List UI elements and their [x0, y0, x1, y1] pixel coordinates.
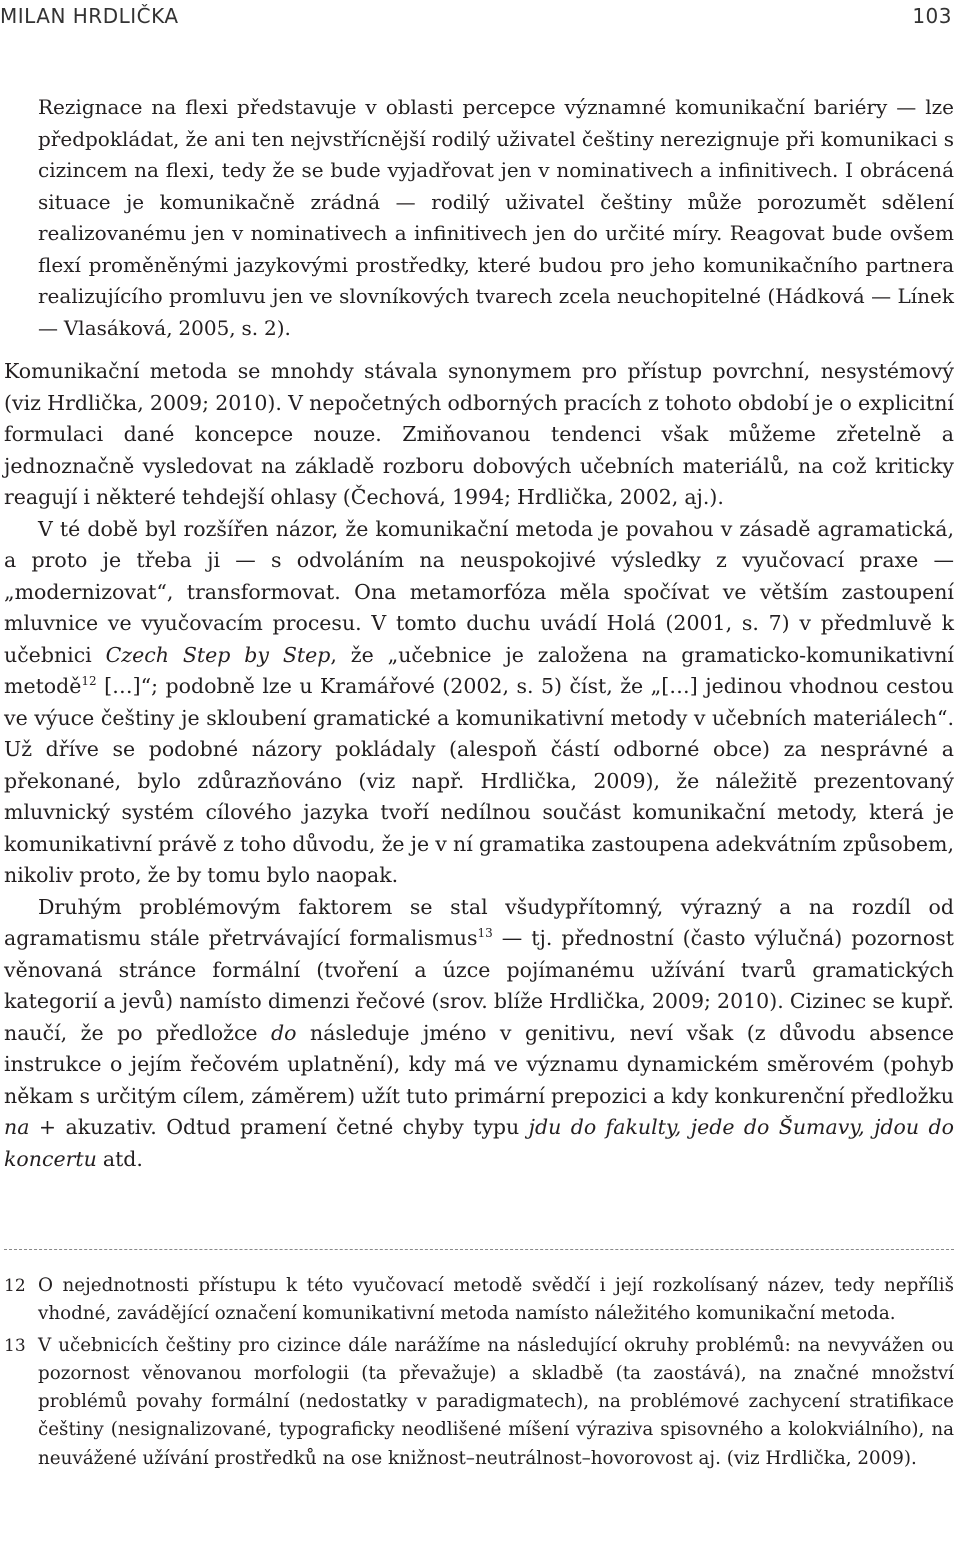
footnote-text: O nejednotnosti přístupu k této vyučovací metodě svědčí i její rozkolísaný název, tedy nepříliš vhodné, zavádějící označení komunikativní metoda namísto náležitého komunikační metoda. — [38, 1275, 954, 1325]
paragraph-3-text-a: V té době byl rozšířen názor, že komunikační metoda je povahou v zásadě agramatická, a proto je třeba ji — s odvoláním na neuspokojivé výsledky z vyučovací praxe — „modernizovat“, transformovat. Ona metamorfóza měla spočívat ve větším zastoupení mluvnice ve vyučovacím procesu. V tomto duchu uvádí Holá (2001, s. 7) v předmluvě k učebnici — [4, 516, 954, 667]
paragraph-4-text-d: + akuzativ. Odtud pramení četné chyby typu — [29, 1115, 529, 1139]
paragraph-3-text-b: , že „učebnice je založena na gramaticko-komunikativní metodě — [4, 642, 954, 698]
paragraph-4 — [4, 892, 954, 1176]
main-text — [4, 92, 954, 1175]
paragraph-4-text-c: následuje jméno v genitivu, neví však (z důvodu absence instrukce o jejím řečovém uplatnění), kdy má ve významu dynamickém směrovém (pohyb někam s určitým cílem, záměrem) užít tuto primární prepozici a kdy konkurenční předložku — [4, 1020, 954, 1108]
page-number: 103 — [912, 4, 952, 28]
preposition-na: na — [4, 1115, 30, 1139]
running-header — [0, 4, 956, 30]
footnote-13 — [4, 1332, 954, 1473]
footnote-ref-12[interactable]: 12 — [81, 674, 97, 688]
error-examples: jdu do fakulty, jede do Šumavy, jdou do koncertu — [4, 1115, 954, 1171]
footnotes — [4, 1272, 954, 1476]
preposition-do: do — [271, 1020, 297, 1045]
paragraph-4-text-a: Druhým problémovým faktorem se stal všudypřítomný, výrazný a na rozdíl od agramatismu stále přetrvávající formalismus — [4, 894, 954, 950]
footnote-number: 12 — [4, 1276, 26, 1296]
paragraph-3-text-c: […]“; podobně lze u Kramářové (2002, s. 5) číst, že „[…] jedinou vhodnou cestou ve výuce češtiny je skloubení gramatické a komunikativní metody v učebních materiálech“. Už dříve se podobné názory pokládaly (alespoň částí odborné obce) za nesprávné a překonané, bylo zdůrazňováno (viz např. Hrdlička, 2009), že náležitě prezentovaný mluvnický systém cílového jazyka tvoří nedílnou součást komunikační metody, která je komunikativní právě z toho důvodu, že je v ní gramatika zastoupena adekvátním způsobem, nikoliv proto, že by tomu bylo naopak. — [4, 674, 954, 887]
footnote-12 — [4, 1272, 954, 1329]
paragraph-quote: Rezignace na flexi představuje v oblasti percepce významné komunikační bariéry — lze předpokládat, že ani ten nejvstřícnější rodilý uživatel češtiny nerezignuje při komunikaci s cizincem na flexi, tedy že se bude vyjadřovat jen v nominativech a infinitivech. I obrácená situace je komunikačně zrádná — rodilý uživatel češtiny může porozumět sdělení realizovanému jen v nominativech a infinitivech jen do určité míry. Reagovat bude ovšem flexí proměněnými jazykovými prostředky, které budou pro jeho komunikačního partnera realizujícího promluvu jen ve slovníkových tvarech zcela neuchopitelné (Hádková — Línek — Vlasáková, 2005, s. 2). — [38, 95, 954, 340]
paragraph-4-text-e: atd. — [96, 1146, 143, 1171]
paragraph-2: Komunikační metoda se mnohdy stávala synonymem pro přístup povrchní, nesystémový (viz Hrdlička, 2009; 2010). V nepočetných odborných pracích z tohoto období je o explicitní formulaci dané koncepce nouze. Zmiňovanou tendenci však můžeme zřetelně a jednoznačně vysledovat na základě rozboru dobových učebních materiálů, na což kriticky reagují i některé tehdejší ohlasy (Čechová, 1994; Hrdlička, 2002, aj.). — [4, 359, 954, 509]
paragraph-4-text-b: — tj. přednostní (často výlučná) pozornost věnovaná stránce formální (tvoření a úzce pojímanému užívání tvarů gramatických kategorií a jevů) namísto dimenzi řečové (srov. blíže Hrdlička, 2009; 2010). Cizinec se kupř. naučí, že po předložce — [4, 926, 954, 1045]
paragraph-3 — [4, 514, 954, 892]
footnote-text: V učebnicích češtiny pro cizince dále narážíme na následující okruhy problémů: na nevyvážen ou pozornost věnovanou morfologii (ta převažuje) a skladbě (ta zaostává), na značné množství problémů povahy formální (nedostatky v paradigmatech), na problémové zachycení stratifikace češtiny (nesignalizované, typograficky neodlišené míšení výraziva spisovného a kolokviálního), na neuvážené užívání prostředků na ose knižnost–neutrálnost–hovorovost aj. (viz Hrdlička, 2009). — [38, 1334, 954, 1469]
footnote-ref-13[interactable]: 13 — [477, 926, 493, 940]
footnote-separator — [4, 1249, 954, 1250]
footnote-number: 13 — [4, 1335, 26, 1356]
running-header-author: MILAN HRDLIČKA — [0, 4, 179, 28]
book-title: Czech Step by Step — [105, 642, 331, 667]
